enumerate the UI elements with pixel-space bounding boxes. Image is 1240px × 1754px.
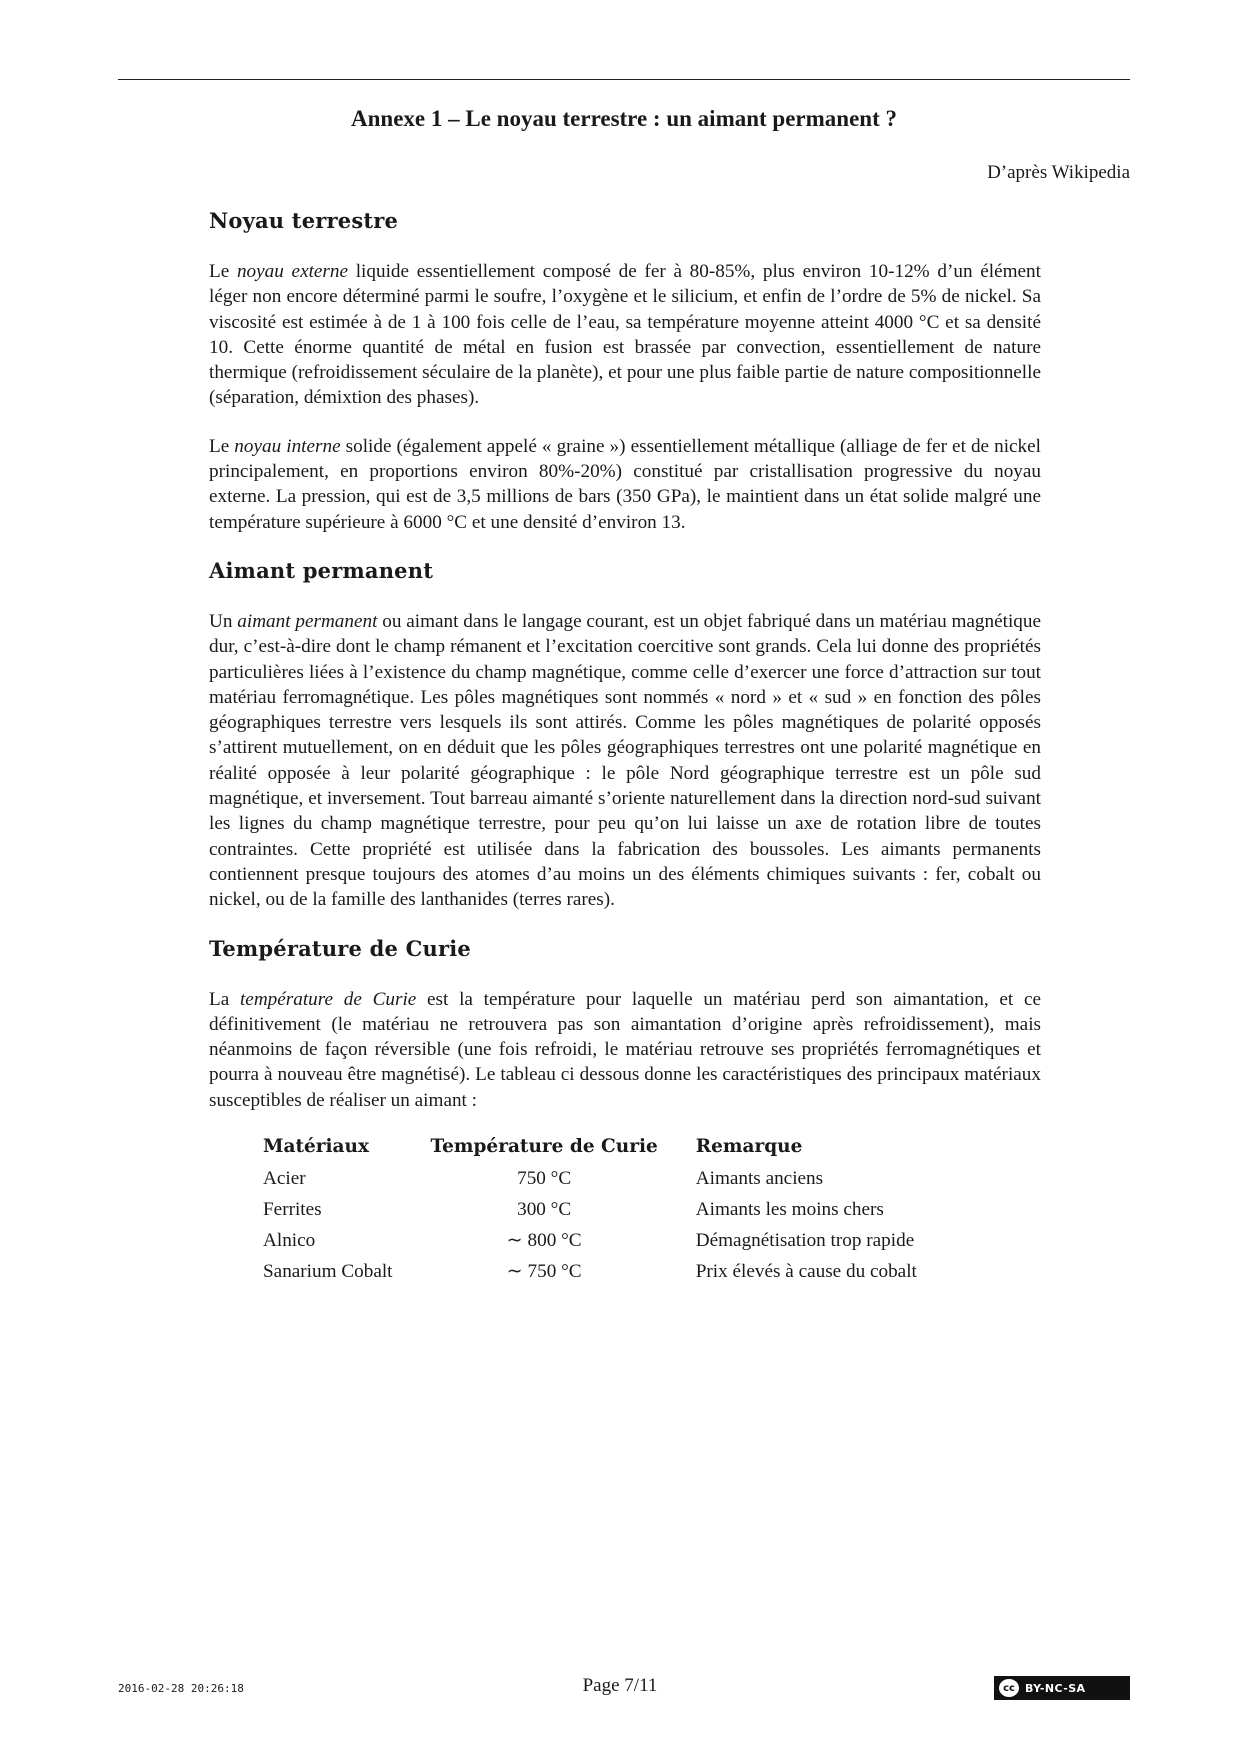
page-number: Page 7/11 [582,1675,658,1696]
paragraph-text: solide (également appelé « graine ») essentiellement métallique (alliage de fer et de nickel principalement, en proportions environ 80%-20%) constitué par cristallisation progressive du noyau externe. La pression, qui est de 3,5 millions de bars (350 GPa), le maintient dans un état solide malgré une température supérieure à 6000 °C et une densité d’environ 13. [209,435,1041,533]
paragraph [209,434,1041,535]
paragraph-text: La [209,988,240,1010]
page-title: Annexe 1 – Le noyau terrestre : un aimant permanent ? [351,106,897,131]
paragraph-text: ou aimant dans le langage courant, est un objet fabriqué dans un matériau magnétique dur, c’est-à-dire dont le champ rémanent et l’excitation coercitive sont grands. Cela lui donne des propriétés particulières liées à l’existence du champ magnétique, comme celle d’exercer une force d’attraction sur tout matériau ferromagnétique. Les pôles magnétiques sont nommés « nord » et « sud » en fonction des pôles géographiques terrestre vers lesquels ils sont attirés. Comme les pôles magnétiques de polarité opposés s’attirent mutuellement, on en déduit que les pôles géographiques terrestres ont une polarité magnétique en réalité opposée à leur polarité géographique : le pôle Nord géographique terrestre est un pôle sud magnétique, et inversement. Tout barreau aimanté s’oriente naturellement dans la direction nord-sud suivant les lignes du champ magnétique terrestre, pour peu qu’on lui laisse un axe de rotation libre de toutes contraintes. Cette propriété est utilisée dans la fabrication des boussoles. Les aimants permanents contiennent presque toujours des atomes d’au moins un des éléments chimiques suivants : fer, cobalt ou nickel, ou de la famille des lanthanides (terres rares). [209,610,1041,911]
curie-table [259,1136,951,1288]
paragraph-text: Le [209,435,235,457]
section-heading: Noyau terrestre [209,208,399,233]
paragraph-text: Un [209,610,238,632]
table-cell: Prix élevés à cause du cobalt [695,1261,917,1283]
paragraph-text: liquide essentiellement composé de fer à 80-85%, plus environ 10-12% d’un élément léger non encore déterminé parmi le soufre, l’oxygène et le silicium, et enfin de l’ordre de 5% de nickel. Sa viscosité est estimée à de 1 à 100 fois celle de l’eau, sa température moyenne atteint 4000 °C et sa densité 10. Cette énorme quantité de métal en fusion est brassée par convection, essentiellement de nature thermique (refroidissement séculaire de la planète), et pour une plus faible partie de nature compositionnelle (séparation, démixtion des phases). [209,261,1041,409]
license-badge[interactable] [994,1676,1130,1700]
table-cell: Démagnétisation trop rapide [695,1230,915,1252]
section-aimant-permanent [209,558,1041,913]
table-cell: Sanarium Cobalt [263,1261,393,1283]
table-cell: Alnico [263,1230,316,1252]
table-cell: Acier [263,1168,306,1190]
table-cell: 300 °C [517,1199,572,1221]
source-credit: D’après Wikipedia [987,162,1130,183]
creative-commons-icon: cc [999,1679,1019,1697]
paragraph-text: Le [209,261,237,282]
emphasis-term: température de Curie [239,988,417,1010]
paragraph [209,609,1041,913]
table-cell: 750 °C [517,1168,572,1190]
footer-timestamp: 2016-02-28 20:26:18 [118,1682,244,1695]
section-noyau-terrestre [209,208,1041,535]
paragraph-text: est la température pour laquelle un matériau perd son aimantation, et ce définitivement (le matériau ne retrouvera pas son aimantation d’origine après refroidissement), mais néanmoins de façon réversible (une fois refroidi, le matériau retrouve ses propriétés ferromagnétiques et pourra à nouveau être magnétisé). Le tableau ci dessous donne les caractéristiques des principaux matériaux susceptibles de réaliser un aimant : [209,988,1041,1111]
emphasis-term: noyau externe [236,261,349,282]
table-cell: ∼ 750 °C [506,1261,582,1283]
column-header: Matériaux [263,1136,370,1158]
column-header: Remarque [695,1136,803,1158]
table-cell: Aimants anciens [695,1168,824,1190]
header-rule [118,79,1130,80]
table-row [259,1226,951,1257]
paragraph [209,259,1041,411]
column-header: Température de Curie [430,1136,658,1158]
table-cell: Aimants les moins chers [695,1199,884,1221]
table-cell: Ferrites [263,1199,322,1221]
table-cell: ∼ 800 °C [506,1230,582,1252]
paragraph [209,987,1041,1113]
emphasis-term: aimant permanent [237,610,378,632]
emphasis-term: noyau interne [234,435,341,457]
table-row [259,1195,951,1226]
table-row [259,1257,951,1288]
section-heading: Température de Curie [209,935,471,961]
document-body [209,208,1041,1288]
section-temperature-curie [209,936,1041,1288]
table-header-row [259,1136,951,1164]
section-heading: Aimant permanent [209,557,434,583]
table-row [259,1164,951,1195]
license-label: BY-NC-SA [1025,1681,1086,1695]
